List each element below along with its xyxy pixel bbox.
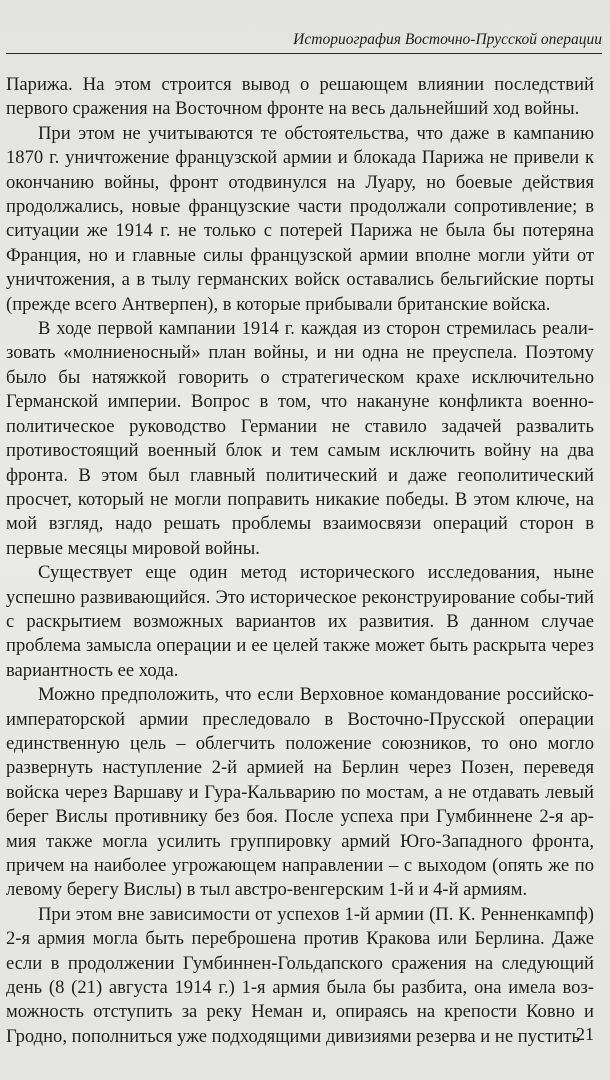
running-header: Историография Восточно-Прусской операции [6,30,602,54]
paragraph: При этом не учитываются те обстоятельства, что даже в кампанию 1870 г. уничтожение французской армии и блокада Парижа не привели к окончанию войны, фронт отодвинулся на Луару, но боевые действия продолжались, новые французские части продолжали сопротивление; в ситуации же 1914 г. не только с потерей Парижа не была бы потеряна Франция, но и главные силы французской армии вполне могли уйти от уничтожения, а в тылу германских войск оставались бельгийские порты (прежде всего Антверпен), в которые прибывали британские войска. [6,122,594,315]
paragraph: В ходе первой кампании 1914 г. каждая из сторон стремилась реали-зовать «молниеносный» план войны, и ни одна не преуспела. Поэтому было бы натяжкой говорить о стратегическом крахе исключительно Германской империи. Вопрос в том, что накануне конфликта военно-политическое руководство Германии не ставило задачей развалить противостоящий военный блок и тем самым исключить войну на два фронта. В этом был главный политический и даже геополитический просчет, который не могли поправить никакие победы. В этом ключе, на мой взгляд, надо решать проблемы взаимосвязи операций сторон в первые месяцы мировой войны. [6,318,594,559]
paragraph: Существует еще один метод исторического исследования, ныне успешно развивающийся. Это историческое реконструирование собы-тий с раскрытием возможных вариантов их развития. В данном случае проблема замысла операции и ее целей также может быть раскрыта через вариантность ее хода. [6,562,594,681]
page-number: 21 [576,1024,594,1044]
paragraph: При этом вне зависимости от успехов 1-й армии (П. К. Ренненкампф) 2-я армия могла быть переброшена против Кракова или Берлина. Даже если в продолжении Гумбиннен-Гольдапского сражения на следующий день (8 (21) августа 1914 г.) 1-я армия была бы разбита, она имела воз-можность отступить за реку Неман и, опираясь на крепости Ковно и Гродно, пополниться уже подходящими дивизиями резерва и не пустить [6,903,594,1047]
paragraph-continued: Парижа. На этом строится вывод о решающем влиянии последствий первого сражения на Восточном фронте на весь дальнейший ход войны. [6,74,594,120]
body-text [6,73,594,1049]
paragraph: Можно предположить, что если Верховное командование российско-императорской армии преследовало в Восточно-Прусской операции единственную цель – облегчить положение союзников, то оно могло развернуть наступление 2-й армией на Берлин через Позен, переведя войска через Варшаву и Гура-Кальварию по мостам, а не отдавать левый берег Вислы противнику без боя. После успеха при Гумбиннене 2-я ар-мия также могла усилить группировку армий Юго-Западного фронта, причем на наиболее угрожающем направлении – с выходом (опять же по левому берегу Вислы) в тыл австро-венгерским 1-й и 4-й армиям. [6,684,594,901]
